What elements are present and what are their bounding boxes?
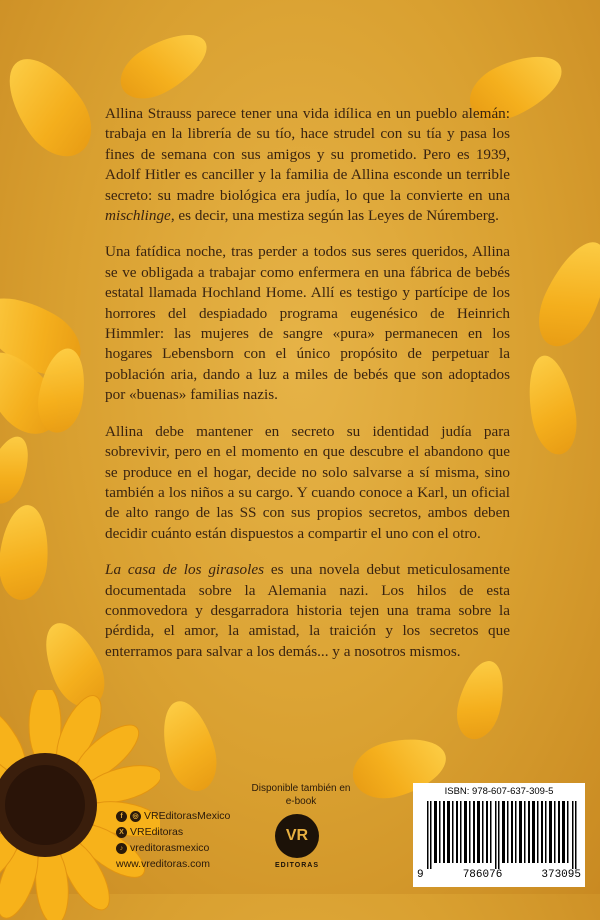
instagram-icon: ◎ [130, 811, 141, 822]
tiktok-icon: ♪ [116, 843, 127, 854]
publisher-name: EDITORAS [274, 862, 320, 869]
isbn-label: ISBN: 978-607-637-309-5 [444, 786, 554, 797]
blurb-paragraph-4: La casa de los girasoles es una novela debut meticulosamente documentada sobre la Alemania nazi. Los hilos de esta conmovedora y desgarradora historia tejen una trama sobre la pérdida, el amor, la amistad, la traición y los secretos que enterramos para salvar a los demás... y a nosotros mismos. [105, 561, 510, 660]
blurb-paragraph-3: Allina debe mantener en secreto su identidad judía para sobrevivir, pero en el momento en que descubre el abandono que se produce en el hogar, decide no solo salvarse a sí misma, sino también a los niños a su cargo. Y cuando conoce a Karl, un oficial de alto rango de las SS con sus propios secretos, ambos deben decidir cuánto están dispuestos a compartir el uno con el otro. [105, 422, 510, 542]
petal-decoration [0, 44, 106, 170]
x-icon: X [116, 827, 127, 838]
social-tiktok[interactable]: ♪ vreditorasmexico [116, 840, 230, 856]
social-facebook-instagram[interactable]: f ◎ VREditorasMexico [116, 808, 230, 824]
petal-decoration [154, 695, 224, 796]
barcode-digits: 9 786076 373095 [417, 869, 581, 881]
petal-decoration [0, 503, 52, 602]
ebook-availability: Disponible también en e-book [251, 783, 351, 807]
blurb-paragraph-1: Allina Strauss parece tener una vida idílica en un pueblo alemán: trabaja en la librería de su tío, hace strudel con su tía y pasa los fines de semana con sus amigos y su prometido. Pero es 1939, Adolf Hitler es canciller y la familia de Allina esconde un terrible secreto: su madre biológica era judía, lo que la convierte en una mischlinge, es decir, una mestiza según las Leyes de Núremberg. [105, 105, 510, 225]
petal-decoration [0, 431, 37, 509]
petal-decoration [111, 21, 217, 110]
facebook-icon: f [116, 811, 127, 822]
petal-decoration [527, 232, 600, 355]
petal-decoration [522, 352, 583, 458]
blurb-paragraph-2: Una fatídica noche, tras perder a todos sus seres queridos, Allina se ve obligada a trabajar como enfermera en una fábrica de bebés estatal llamada Hochland Home. Allí es testigo y partícipe de los horrores del despiadado programa eugenésico de Heinrich Himmler: las mujeres de sangre «pura» permanecen en los hogares Lebensborn con el único propósito de perpetuar la población aria, dando a luz a miles de bebés que son adoptados por «buenas» familias nazis. [105, 243, 510, 404]
barcode-bars [427, 801, 577, 869]
back-cover-blurb [105, 104, 510, 678]
website-link[interactable]: www.vreditoras.com [116, 858, 210, 870]
sunflower-illustration [0, 690, 160, 920]
isbn-barcode [413, 783, 585, 887]
social-links [116, 808, 230, 872]
social-x[interactable]: X VREditoras [116, 824, 230, 840]
publisher-logo: VR [275, 814, 319, 858]
